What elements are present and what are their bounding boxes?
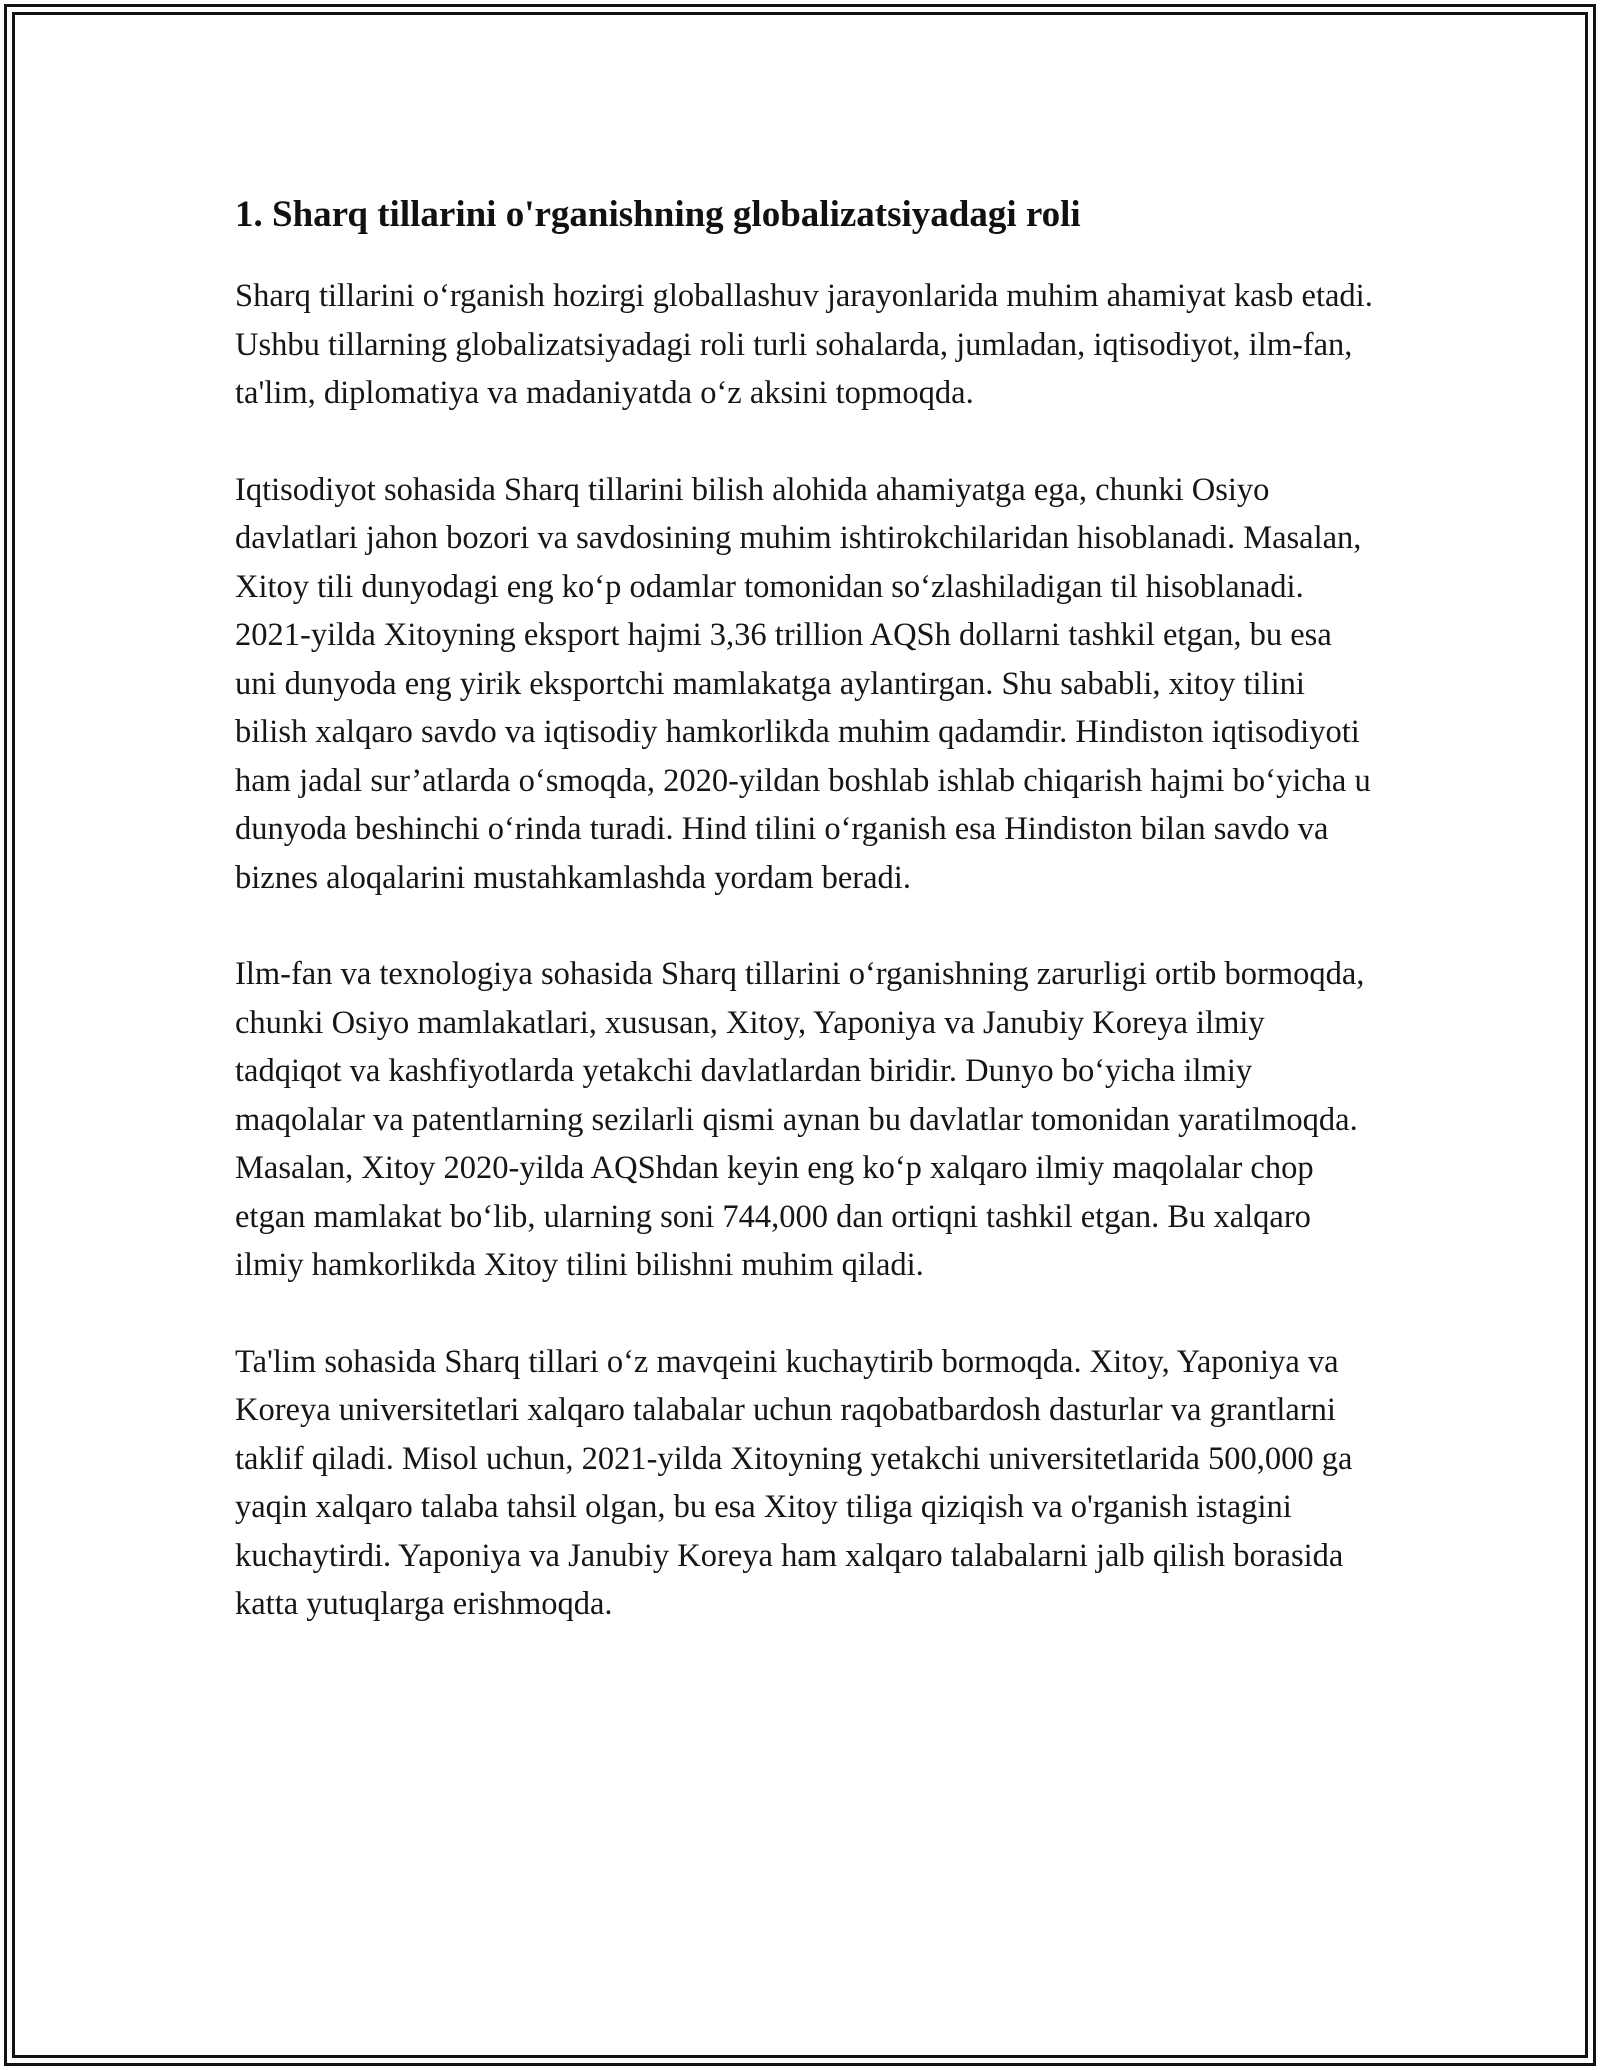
- paragraph-education: Ta'lim sohasida Sharq tillari oʻz mavqeini kuchaytirib bormoqda. Xitoy, Yaponiya va Koreya universitetlari xalqaro talabalar uchun raqobatbardosh dasturlar va grantlarni taklif qiladi. Misol uchun, 2021-yilda Xitoyning yetakchi universitetlarida 500,000 ga yaqin xalqaro talaba tahsil olgan, bu esa Xitoy tiliga qiziqish va o'rganish istagini kuchaytirdi. Yaponiya va Janubiy Koreya ham xalqaro talabalarni jalb qilish borasida katta yutuqlarga erishmoqda.: [235, 1343, 1353, 1622]
- paragraph-intro: Sharq tillarini oʻrganish hozirgi globallashuv jarayonlarida muhim ahamiyat kasb etadi. Ushbu tillarning globalizatsiyadagi roli turli sohalarda, jumladan, iqtisodiyot, ilm-fan, ta'lim, diplomatiya va madaniyatda oʻz aksini topmoqda.: [235, 278, 1373, 411]
- document-title: 1. Sharq tillarini o'rganishning globalizatsiyadagi roli: [235, 194, 1081, 235]
- document-body: [235, 182, 1375, 1677]
- paragraph-science: Ilm-fan va texnologiya sohasida Sharq tillarini oʻrganishning zarurligi ortib bormoqda, chunki Osiyo mamlakatlari, xususan, Xitoy, Yaponiya va Janubiy Koreya ilmiy tadqiqot va kashfiyotlarda yetakchi davlatlardan biridir. Dunyo boʻyicha ilmiy maqolalar va patentlarning sezilarli qismi aynan bu davlatlar tomonidan yaratilmoqda. Masalan, Xitoy 2020-yilda AQShdan keyin eng koʻp xalqaro ilmiy maqolalar chop etgan mamlakat boʻlib, ularning soni 744,000 dan ortiqni tashkil etgan. Bu xalqaro ilmiy hamkorlikda Xitoy tilini bilishni muhim qiladi.: [235, 956, 1365, 1283]
- paragraph-economy: Iqtisodiyot sohasida Sharq tillarini bilish alohida ahamiyatga ega, chunki Osiyo davlatlari jahon bozori va savdosining muhim ishtirokchilaridan hisoblanadi. Masalan, Xitoy tili dunyodagi eng koʻp odamlar tomonidan soʻzlashiladigan til hisoblanadi. 2021-yilda Xitoyning eksport hajmi 3,36 trillion AQSh dollarni tashkil etgan, bu esa uni dunyoda eng yirik eksportchi mamlakatga aylantirgan. Shu sababli, xitoy tilini bilish xalqaro savdo va iqtisodiy hamkorlikda muhim qadamdir. Hindiston iqtisodiyoti ham jadal sur’atlarda oʻsmoqda, 2020-yildan boshlab ishlab chiqarish hajmi boʻyicha u dunyoda beshinchi oʻrinda turadi. Hind tilini oʻrganish esa Hindiston bilan savdo va biznes aloqalarini mustahkamlashda yordam beradi.: [235, 471, 1371, 896]
